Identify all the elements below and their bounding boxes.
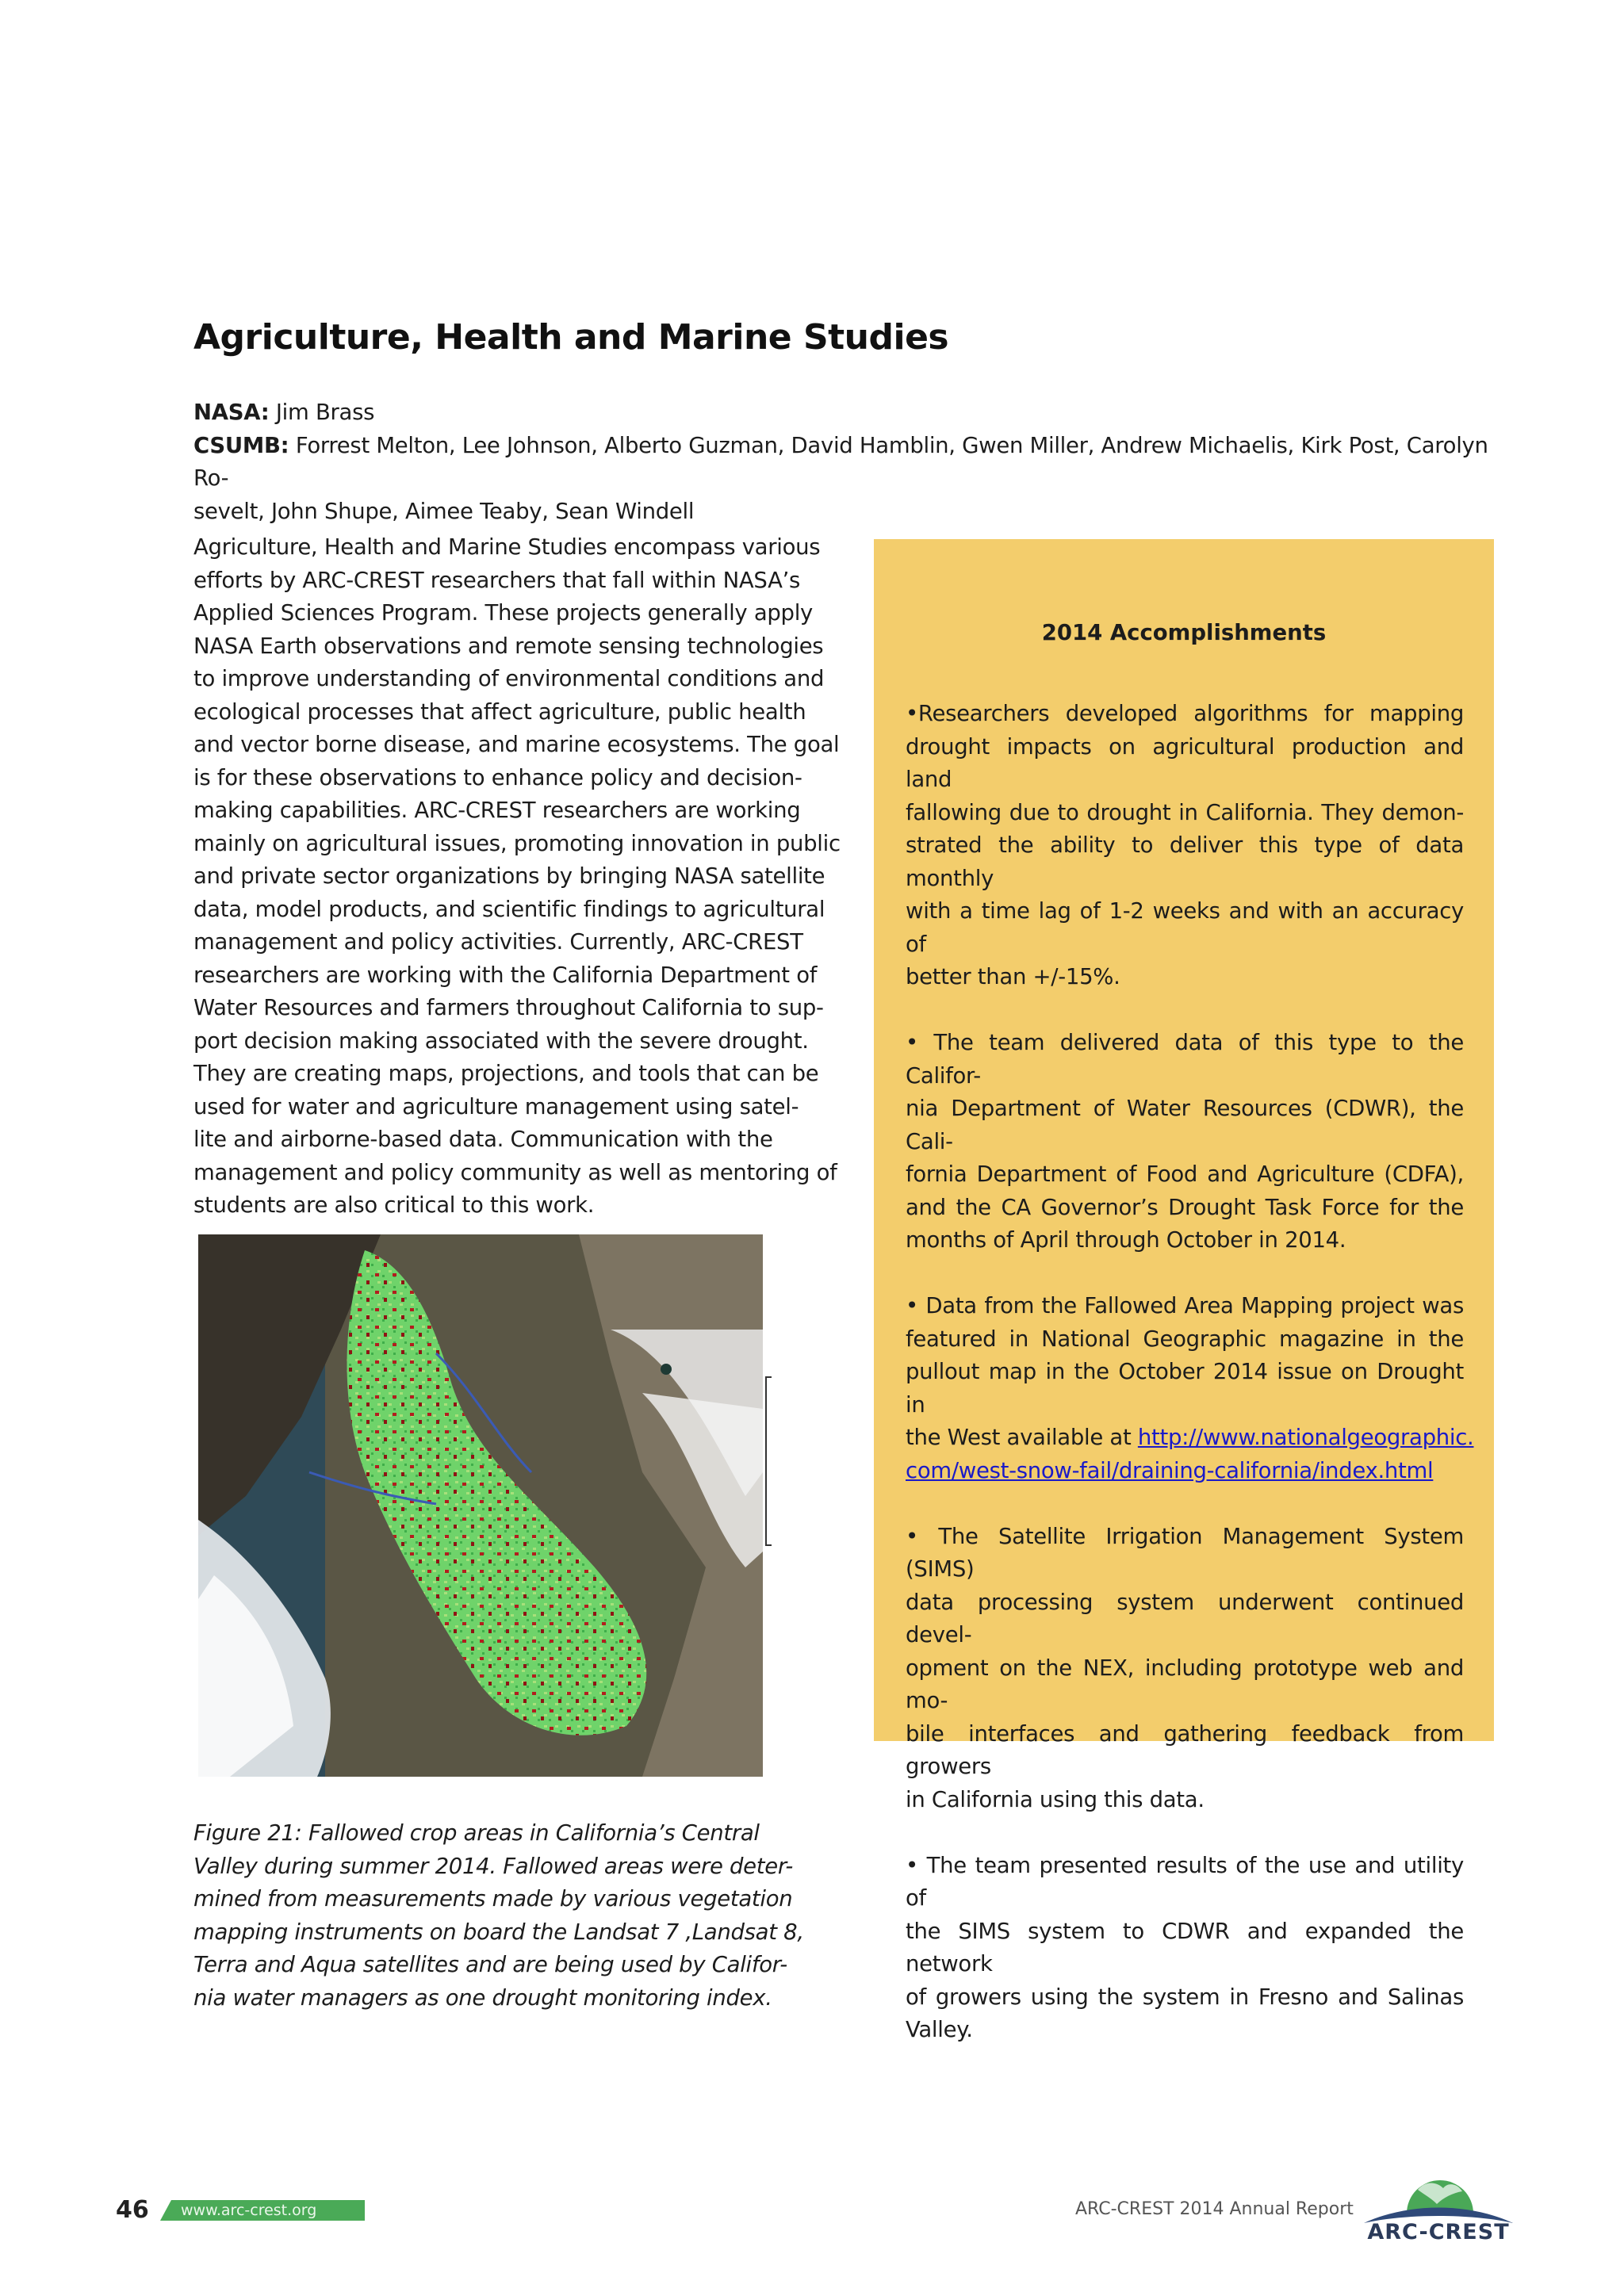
intro-line: They are creating maps, projections, and tools that can be [193, 1061, 819, 1086]
bullet-4-line: in California using this data. [906, 1786, 1205, 1812]
intro-line: management and policy community as well as mentoring of [193, 1159, 837, 1185]
csumb-label: CSUMB: [193, 432, 289, 458]
bullet-2-line: • The team delivered data of this type to the Califor- [906, 1030, 1464, 1089]
bullet-4-line: data processing system underwent continued devel- [906, 1589, 1464, 1647]
logo-text: ARC-CREST [1367, 2220, 1510, 2244]
natgeo-link-part2[interactable]: com/west-snow-fail/draining-california/index.html [906, 1457, 1434, 1483]
intro-line: and vector borne disease, and marine ecosystems. The goal [193, 732, 840, 757]
bullet-4-line: opment on the NEX, including prototype web and mo- [906, 1655, 1464, 1713]
credits [193, 396, 1494, 528]
bullet-2-line: nia Department of Water Resources (CDWR), the Cali- [906, 1096, 1464, 1154]
bullet-3-line [906, 1422, 1474, 1455]
caption-line: mapping instruments on board the Landsat 7 ,Landsat 8, [193, 1919, 804, 1945]
globe-logo-icon [1361, 2141, 1516, 2228]
bullet-2-line: fornia Department of Food and Agriculture (CDFA), [906, 1161, 1464, 1187]
bullet-5-line: the SIMS system to CDWR and expanded the network [906, 1918, 1464, 1976]
figure-caption [193, 1817, 804, 2015]
bullet-3-text: the West available at [906, 1425, 1138, 1450]
intro-line: lite and airborne-based data. Communication with the [193, 1127, 773, 1152]
intro-line: port decision making associated with the severe drought. [193, 1027, 809, 1054]
bullet-4-line: • The Satellite Irrigation Management System (SIMS) [906, 1523, 1464, 1582]
bullet-2-line: and the CA Governor’s Drought Task Force for the [906, 1194, 1464, 1220]
caption-line: Terra and Aqua satellites and are being used by Califor- [193, 1952, 787, 1977]
bullet-1-line: better than +/-15%. [906, 964, 1120, 989]
bullet-5-line: of growers using the system in Fresno and Salinas [906, 1984, 1464, 2010]
arc-crest-logo [1361, 2141, 1516, 2252]
bullet-1-line: drought impacts on agricultural production and land [906, 733, 1464, 792]
page-title: Agriculture, Health and Marine Studies [193, 317, 949, 358]
intro-line: ecological processes that affect agriculture, public health [193, 698, 806, 725]
accomplishments-body [906, 698, 1474, 2047]
footer-url-text[interactable]: www.arc-crest.org [181, 2202, 317, 2219]
natgeo-link-part1[interactable]: http://www.nationalgeographic. [1137, 1425, 1474, 1450]
footer-report-title: ARC-CREST 2014 Annual Report [1075, 2199, 1354, 2219]
intro-line: researchers are working with the California Department of [193, 962, 818, 988]
accomplishments-box [874, 539, 1494, 2042]
satellite-map-figure [198, 1234, 763, 1777]
bullet-5-line: Valley. [906, 2017, 973, 2042]
csumb-names-line1: Forrest Melton, Lee Johnson, Alberto Guzman, David Hamblin, Gwen Miller, Andrew Michaelis, Kirk Post, Carolyn Ro- [193, 432, 1488, 491]
intro-line: Applied Sciences Program. These projects generally apply [193, 600, 814, 626]
intro-line: management and policy activities. Currently, ARC-CREST [193, 929, 803, 955]
figure-scale-bracket [765, 1376, 772, 1546]
bullet-1-line: strated the ability to deliver this type of data monthly [906, 832, 1464, 891]
intro-line: and private sector organizations by bringing NASA satellite [193, 863, 825, 889]
intro-paragraph [193, 531, 844, 1223]
intro-line: mainly on agricultural issues, promoting innovation in public [193, 830, 841, 856]
bullet-1-line: fallowing due to drought in California. They demon- [906, 799, 1464, 825]
intro-line: data, model products, and scientific findings to agricultural [193, 896, 825, 922]
intro-line: to improve understanding of environmental conditions and [193, 666, 825, 691]
bullet-3-line: • Data from the Fallowed Area Mapping project was [906, 1293, 1464, 1318]
california-satellite-image [198, 1234, 763, 1777]
bullet-2-line: months of April through October in 2014. [906, 1227, 1346, 1253]
intro-line: students are also critical to this work. [193, 1192, 595, 1218]
intro-line: making capabilities. ARC-CREST researchers are working [193, 798, 801, 823]
bullet-3-line: pullout map in the October 2014 issue on Drought in [906, 1359, 1464, 1418]
csumb-names-line2: sevelt, John Shupe, Aimee Teaby, Sean Windell [193, 498, 695, 524]
bullet-1-line: with a time lag of 1-2 weeks and with an accuracy of [906, 898, 1464, 957]
caption-line: nia water managers as one drought monitoring index. [193, 1984, 772, 2011]
intro-line: used for water and agriculture management using satel- [193, 1093, 799, 1119]
csumb-credit [193, 430, 1494, 496]
caption-line: mined from measurements made by various vegetation [193, 1886, 793, 1911]
accomplishments-title: 2014 Accomplishments [1041, 620, 1327, 645]
intro-line: Water Resources and farmers throughout California to sup- [193, 995, 824, 1020]
caption-line: Figure 21: Fallowed crop areas in California’s Central [193, 1820, 760, 1846]
caption-line: Valley during summer 2014. Fallowed areas were deter- [193, 1853, 794, 1879]
bullet-1-line: •Researchers developed algorithms for mapping [906, 701, 1464, 726]
intro-line: is for these observations to enhance policy and decision- [193, 764, 802, 790]
bullet-4-line: bile interfaces and gathering feedback from growers [906, 1720, 1464, 1779]
bullet-3-line: featured in National Geographic magazine in the [906, 1326, 1464, 1352]
intro-line: efforts by ARC-CREST researchers that fall within NASA’s [193, 567, 801, 593]
bullet-5-line: • The team presented results of the use and utility of [906, 1852, 1464, 1911]
page-number: 46 [116, 2196, 149, 2224]
footer-url-bar[interactable] [160, 2200, 365, 2221]
nasa-label: NASA: [193, 400, 270, 425]
footer-notch [160, 2200, 171, 2221]
nasa-names: Jim Brass [275, 400, 375, 425]
intro-line: NASA Earth observations and remote sensing technologies [193, 633, 824, 659]
intro-line: Agriculture, Health and Marine Studies encompass various [193, 534, 821, 560]
nasa-credit [193, 396, 1494, 430]
